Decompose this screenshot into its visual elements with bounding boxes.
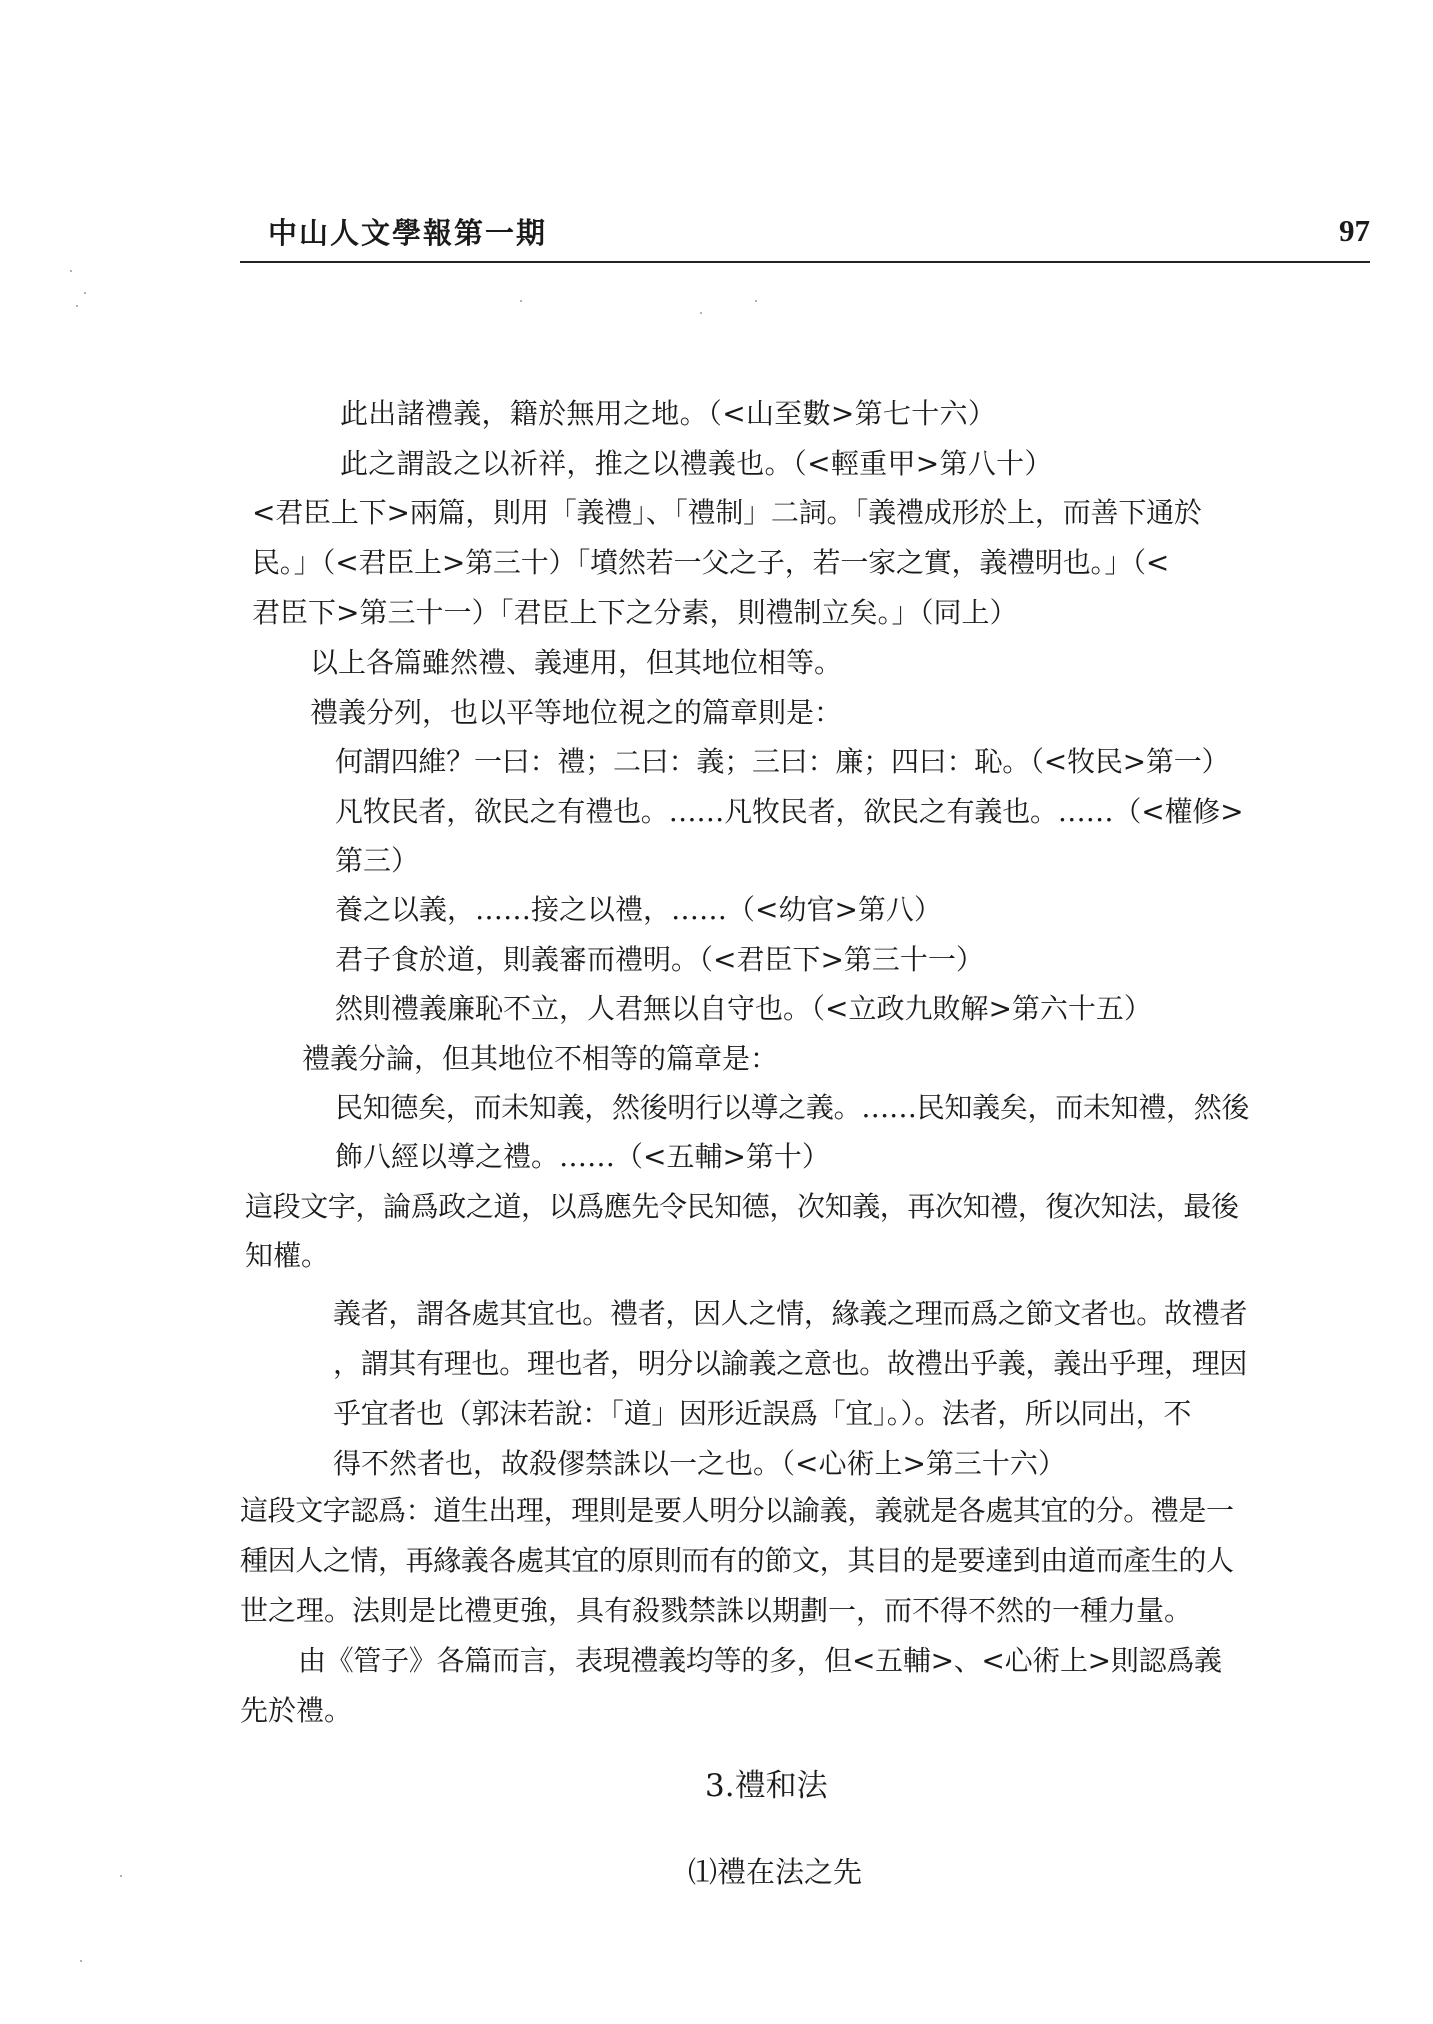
quote-line: 然則禮義廉恥不立，人君無以自守也。（<立政九敗解>第六十五） xyxy=(335,992,1152,1025)
quote-line: 義者，謂各處其宜也。禮者，因人之情，緣義之理而爲之節文者也。故禮者 xyxy=(333,1297,1248,1330)
quote-line: 養之以義，……接之以禮，……（<幼官>第八） xyxy=(335,893,942,926)
paragraph-line: 先於禮。 xyxy=(240,1694,353,1727)
paragraph-line: 以上各篇雖然禮、義連用，但其地位相等。 xyxy=(310,646,843,679)
scan-speck xyxy=(520,300,522,302)
paragraph-line: 種因人之情，再緣義各處其宜的原則而有的節文，其目的是要達到由道而產生的人 xyxy=(240,1544,1234,1577)
paragraph-line: 民。」（<君臣上>第三十）「墳然若一父之子，若一家之實，義禮明也。」（< xyxy=(252,546,1170,579)
paragraph-line: 君臣下>第三十一）「君臣上下之分素，則禮制立矣。」（同上） xyxy=(252,596,1018,629)
quote-line: 飾八經以導之禮。……（<五輔>第十） xyxy=(335,1140,830,1173)
quote-line: 此出諸禮義，籍於無用之地。（<山至數>第七十六） xyxy=(340,397,997,430)
section-heading: 3.禮和法 xyxy=(705,1768,828,1804)
paragraph-line: 禮義分列，也以平等地位視之的篇章則是： xyxy=(310,696,843,729)
quote-line: 此之謂設之以祈祥，推之以禮義也。（<輕重甲>第八十） xyxy=(340,447,1053,480)
journal-title: 中山人文學報第一期 xyxy=(268,216,548,250)
page-number: 97 xyxy=(1339,213,1370,248)
quote-line: ，謂其有理也。理也者，明分以諭義之意也。故禮出乎義，義出乎理，理因 xyxy=(333,1347,1248,1380)
paragraph-line: 這段文字認爲：道生出理，理則是要人明分以諭義，義就是各處其宜的分。禮是一 xyxy=(240,1494,1234,1527)
paragraph-line: 知權。 xyxy=(245,1239,330,1272)
scan-speck xyxy=(76,305,78,307)
quote-line: 君子食於道，則義審而禮明。（<君臣下>第三十一） xyxy=(335,943,984,976)
running-header xyxy=(240,205,1370,263)
quote-line: 民知德矣，而未知義，然後明行以導之義。……民知義矣，而未知禮，然後 xyxy=(335,1091,1250,1124)
scan-speck xyxy=(80,1960,82,1962)
scan-speck xyxy=(755,300,757,302)
quote-line: 何謂四維？一曰：禮；二曰：義；三曰：廉；四曰：恥。（<牧民>第一） xyxy=(335,745,1230,778)
subsection-heading: ⑴禮在法之先 xyxy=(688,1855,863,1889)
quote-line: 得不然者也，故殺僇禁誅以一之也。（<心術上>第三十六） xyxy=(333,1447,1066,1480)
scan-speck xyxy=(70,270,72,272)
paragraph-line: 禮義分論，但其地位不相等的篇章是： xyxy=(302,1042,779,1075)
paragraph-line: 這段文字，論爲政之道，以爲應先令民知德，次知義，再次知禮，復次知法，最後 xyxy=(245,1190,1239,1223)
scan-speck xyxy=(700,312,702,314)
paragraph-line: <君臣上下>兩篇，則用「義禮」、「禮制」二詞。「義禮成形於上，而善下通於 xyxy=(252,496,1202,529)
quote-line: 第三） xyxy=(335,844,420,877)
paragraph-line: 由《管子》各篇而言，表現禮義均等的多，但<五輔>、<心術上>則認爲義 xyxy=(298,1644,1222,1677)
quote-line: 凡牧民者，欲民之有禮也。……凡牧民者，欲民之有義也。……（<權修> xyxy=(335,795,1244,828)
scan-speck xyxy=(84,292,86,294)
paragraph-line: 世之理。法則是比禮更強，具有殺戮禁誅以期劃一，而不得不然的一種力量。 xyxy=(240,1594,1193,1627)
quote-line: 乎宜者也（郭沫若說：「道」因形近誤爲「宜」。）。法者，所以同出，不 xyxy=(333,1397,1192,1430)
scan-speck xyxy=(120,1875,122,1877)
